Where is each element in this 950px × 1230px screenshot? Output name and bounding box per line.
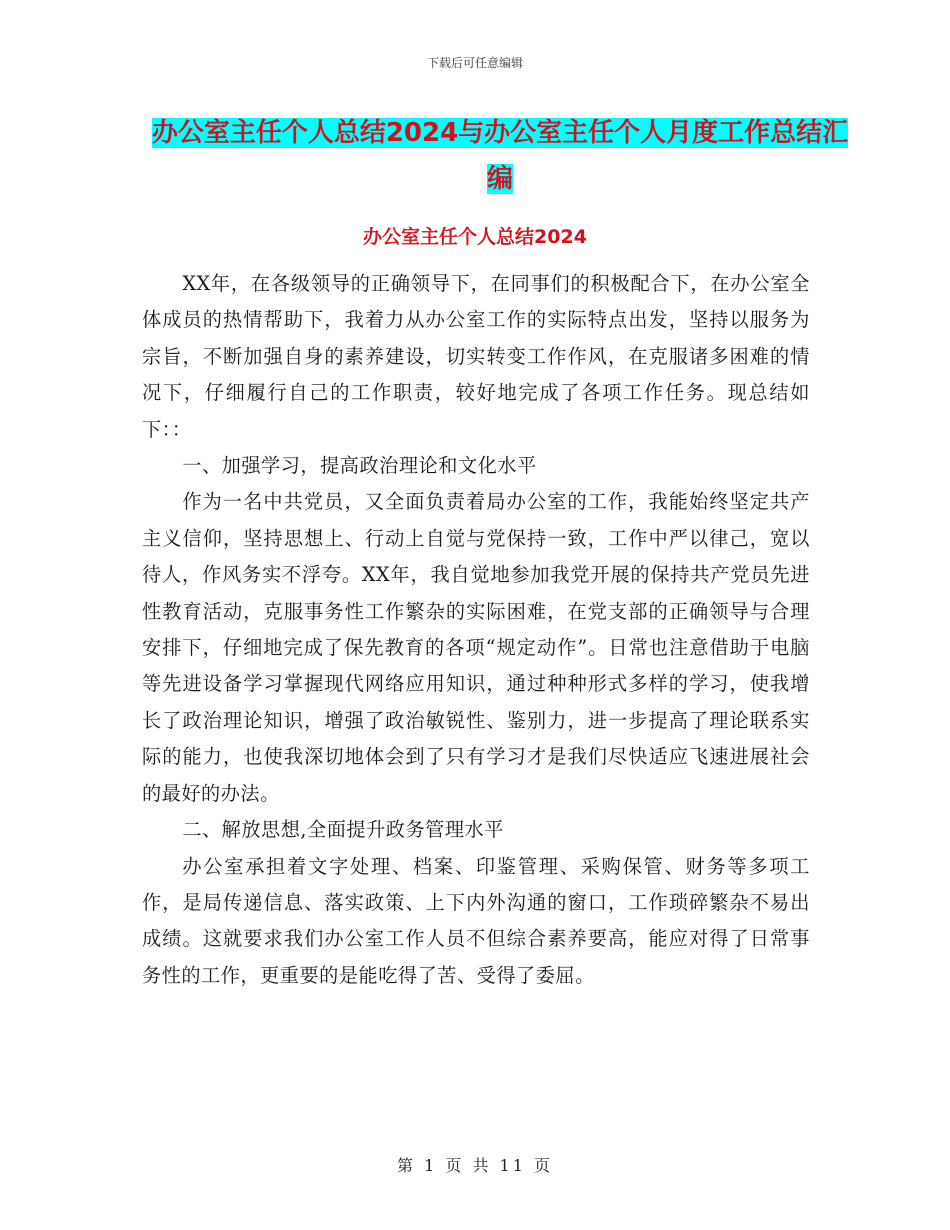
paragraph-intro: XX年，在各级领导的正确领导下，在同事们的积极配合下，在办公室全体成员的热情帮助下，我着力从办公室工作的实际特点出发，坚持以服务为宗旨，不断加强自身的素养建设，切实转变工作作风，在克服诸多困难的情况下，仔细履行自己的工作职责，较好地完成了各项工作任务。现总结如下：： (142, 272, 810, 441)
paragraph-study: 作为一名中共党员，又全面负责着局办公室的工作，我能始终坚定共产主义信仰，坚持思想上、行动上自觉与党保持一致，工作中严以律己，宽以待人，作风务实不浮夸。XX年，我自觉地参加我党开展的保持共产党员先进性教育活动，克服事务性工作繁杂的实际困难，在党支部的正确领导与合理安排下，仔细地完成了保先教育的各项“规定动作”。日常也注意借助于电脑等先进设备学习掌握现代网络应用知识，通过种种形式多样的学习，使我增长了政治理论知识，增强了政治敏锐性、鉴别力，进一步提高了理论联系实际的能力，也使我深切地体会到了只有学习才是我们尽快适应飞速进展社会的最好的办法。 (142, 490, 810, 805)
document-title-text: 办公室主任个人总结2024与办公室主任个人月度工作总结汇编 (151, 118, 849, 194)
header-note: 下载后可任意编辑 (426, 56, 523, 70)
body-text (142, 266, 810, 994)
paragraph-management: 办公室承担着文字处理、档案、印鉴管理、采购保管、财务等多项工作，是局传递信息、落实政策、上下内外沟通的窗口，工作琐碎繁杂不易出成绩。这就要求我们办公室工作人员不但综合素养要高，能应对得了日常事务性的工作，更重要的是能吃得了苦、受得了委屈。 (142, 854, 810, 987)
heading-study: 一、加强学习，提高政治理论和文化水平 (182, 454, 537, 478)
heading-management: 二、解放思想,全面提升政务管理水平 (182, 818, 504, 842)
page-footer: 第 1 页 共 11 页 (397, 1156, 553, 1175)
document-title (150, 110, 850, 202)
section-title: 办公室主任个人总结2024 (363, 226, 587, 248)
